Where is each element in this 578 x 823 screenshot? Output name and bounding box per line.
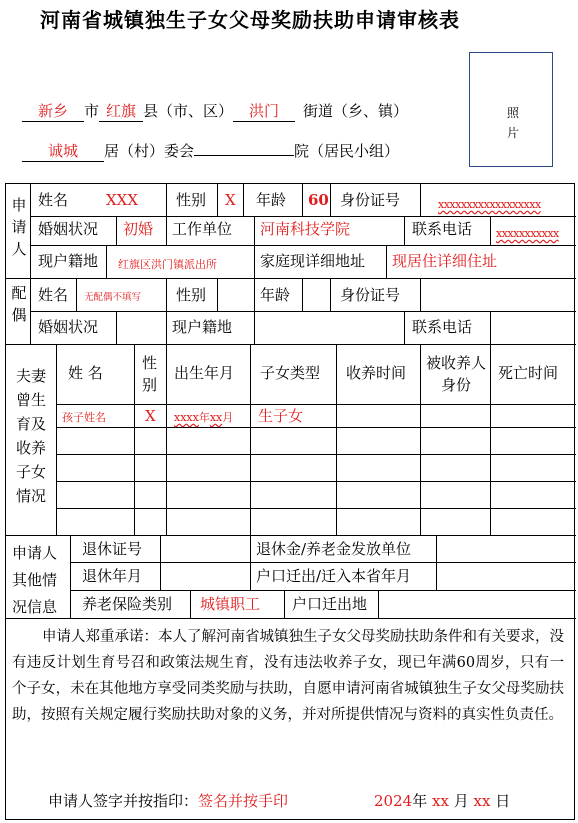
street-field[interactable]: 洪门	[233, 102, 295, 122]
children-section-label: 夫妻曾生育及收养子女情况	[15, 367, 46, 505]
community-suffix: 居（村）委会	[104, 142, 195, 160]
applicant-phone-label: 联系电话	[412, 220, 473, 238]
photo-label: 照片	[506, 106, 519, 140]
applicant-hukou-value[interactable]: 红旗区洪门镇派出所	[118, 258, 217, 271]
photo-box[interactable]	[469, 52, 553, 167]
applicant-work-label: 工作单位	[172, 220, 233, 238]
county-field[interactable]: 红旗	[99, 102, 143, 122]
hukou-move-label: 户口迁出/迁入本省年月	[256, 567, 412, 585]
child-header-death: 死亡时间	[498, 364, 559, 382]
child-row-type[interactable]: 生子女	[258, 407, 304, 425]
spouse-age-label: 年龄	[260, 286, 291, 304]
applicant-phone-value[interactable]: xxxxxxxxxxx	[496, 227, 559, 240]
child-header-name: 姓 名	[68, 364, 103, 382]
city-suffix: 市	[84, 102, 100, 120]
pension-unit-label: 退休金/养老金发放单位	[256, 540, 412, 558]
county-suffix: 县（市、区）	[143, 102, 234, 120]
applicant-age-value[interactable]: 60	[308, 191, 329, 209]
applicant-section-label: 申请人	[11, 196, 27, 258]
child-header-gender: 性别	[142, 354, 158, 394]
applicant-id-value[interactable]: xxxxxxxxxxxxxxxxxx	[438, 198, 541, 211]
retire-cert-label: 退休证号	[82, 540, 143, 558]
address-line-1	[22, 100, 408, 122]
retire-year-label: 退休年月	[82, 567, 143, 585]
address-line-2	[22, 136, 399, 162]
child-header-birth: 出生年月	[174, 364, 235, 382]
yard-suffix: 院（居民小组）	[294, 142, 400, 160]
community-field[interactable]: 诚城	[22, 142, 104, 162]
street-suffix: 街道（乡、镇）	[303, 102, 409, 120]
spouse-marital-label: 婚姻状况	[38, 318, 99, 336]
yard-field[interactable]	[194, 136, 294, 156]
applicant-name-label: 姓名	[38, 191, 69, 209]
hukou-out-label: 户口迁出地	[292, 595, 368, 613]
child-row-gender[interactable]: X	[145, 407, 156, 425]
applicant-gender-label: 性别	[176, 191, 207, 209]
spouse-name-value[interactable]: 无配偶不填写	[84, 292, 142, 303]
spouse-section-label: 配偶	[11, 284, 27, 324]
insurance-value[interactable]: 城镇职工	[200, 595, 261, 613]
applicant-gender-value[interactable]: X	[225, 191, 236, 209]
page-title: 河南省城镇独生子女父母奖励扶助申请审核表	[40, 8, 460, 32]
applicant-hukou-label: 现户籍地	[38, 252, 99, 270]
applicant-name-value[interactable]: XXX	[106, 191, 139, 209]
applicant-addr-value[interactable]: 现居住详细住址	[392, 252, 498, 270]
signature-line	[48, 790, 288, 811]
spouse-hukou-label: 现户籍地	[172, 318, 233, 336]
child-header-adopt-time: 收养时间	[346, 364, 407, 382]
city-field[interactable]: 新乡	[22, 102, 84, 122]
insurance-label: 养老保险类别	[82, 595, 173, 613]
signature-value[interactable]: 签名并按手印	[198, 792, 289, 810]
applicant-id-label: 身份证号	[340, 191, 401, 209]
spouse-id-label: 身份证号	[340, 286, 401, 304]
child-row-birth[interactable]: xxxx年xx月	[174, 411, 234, 424]
signature-label: 申请人签字并按指印：	[48, 792, 199, 810]
applicant-marital-label: 婚姻状况	[38, 220, 99, 238]
spouse-gender-label: 性别	[176, 286, 207, 304]
child-header-adoptee: 被收养人身份	[426, 354, 487, 394]
signature-date[interactable]: 2024年 xx 月 xx 日	[374, 792, 511, 810]
applicant-work-value[interactable]: 河南科技学院	[260, 220, 351, 238]
applicant-age-label: 年龄	[256, 191, 287, 209]
other-section-label: 申请人其他情况信息	[12, 544, 58, 616]
declaration-text: 申请人郑重承诺：本人了解河南省城镇独生子女父母奖励扶助条件和有关要求，没有违反计划生育号召和政策法规生育，没有违法收养子女，现已年满60周岁，只有一个子女，未在其他地方享受同类奖励与扶助，自愿申请河南省城镇独生子女父母奖励扶助，按照有关规定履行奖励扶助对象的义务，并对所提供情况与资料的真实性负责任。	[12, 629, 564, 723]
spouse-phone-label: 联系电话	[412, 318, 473, 336]
child-row-name[interactable]: 孩子姓名	[62, 411, 106, 424]
applicant-addr-label: 家庭现详细地址	[260, 252, 366, 270]
child-header-type: 子女类型	[260, 364, 321, 382]
applicant-marital-value[interactable]: 初婚	[123, 220, 154, 238]
spouse-name-label: 姓名	[38, 286, 69, 304]
